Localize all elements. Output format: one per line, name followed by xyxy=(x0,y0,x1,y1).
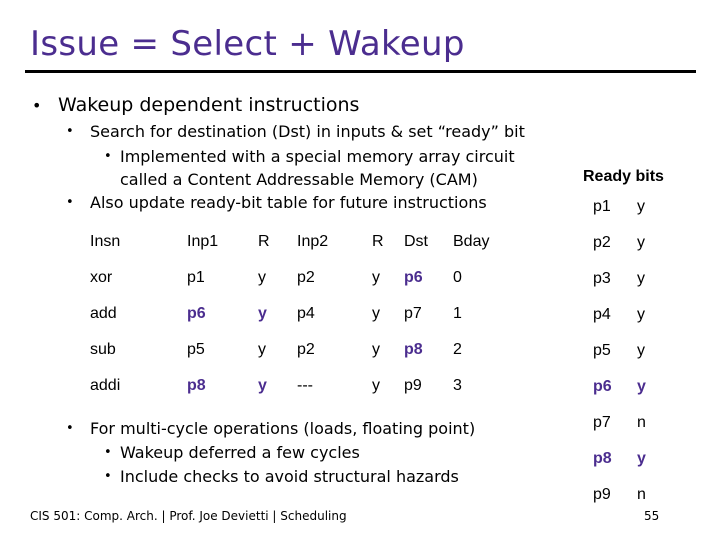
cell-inp1: p8 xyxy=(187,377,206,394)
header-r2: R xyxy=(372,233,384,250)
cell-r2: y xyxy=(372,269,380,286)
cell-bday: 3 xyxy=(453,377,462,394)
ready-reg: p9 xyxy=(593,486,611,503)
bullet-dot-icon: • xyxy=(66,124,74,139)
ready-flag: y xyxy=(637,342,645,359)
sub-bullet-update: Also update ready-bit table for future instructions xyxy=(90,193,487,212)
ready-flag: y xyxy=(637,234,645,251)
table-row xyxy=(76,368,513,404)
header-inp2: Inp2 xyxy=(297,233,329,250)
header-dst: Dst xyxy=(404,233,428,250)
ready-flag: y xyxy=(637,306,645,323)
sub-bullet-hazards: Include checks to avoid structural hazards xyxy=(120,467,459,486)
bullet-main: Wakeup dependent instructions xyxy=(58,94,360,116)
ready-bits-title: Ready bits xyxy=(583,168,664,185)
ready-reg: p1 xyxy=(593,198,611,215)
cell-r2: y xyxy=(372,377,380,394)
ready-bit-row xyxy=(578,189,677,225)
title-underline xyxy=(25,70,696,73)
ready-reg: p6 xyxy=(593,378,612,395)
table-row xyxy=(76,296,513,332)
ready-reg: p3 xyxy=(593,270,611,287)
cell-bday: 0 xyxy=(453,269,462,286)
ready-reg: p8 xyxy=(593,450,612,467)
cell-inp1: p6 xyxy=(187,305,206,322)
ready-reg: p2 xyxy=(593,234,611,251)
bullet-dot-icon: • xyxy=(104,469,112,484)
page-number: 55 xyxy=(644,509,660,523)
cell-r1: y xyxy=(258,269,266,286)
ready-reg: p4 xyxy=(593,306,611,323)
cell-r1: y xyxy=(258,305,267,322)
sub-bullet-deferred: Wakeup deferred a few cycles xyxy=(120,443,360,462)
cell-inp1: p1 xyxy=(187,269,205,286)
bullet-dot-icon: • xyxy=(32,96,42,115)
cell-r2: y xyxy=(372,305,380,322)
cell-dst: p8 xyxy=(404,341,423,358)
ready-bits-table xyxy=(578,189,677,513)
footer-text: CIS 501: Comp. Arch. | Prof. Joe Devietti | Scheduling xyxy=(30,509,347,523)
header-r1: R xyxy=(258,233,270,250)
ready-flag: y xyxy=(637,378,646,395)
ready-bit-row xyxy=(578,333,677,369)
cell-insn: xor xyxy=(90,269,113,286)
ready-flag: y xyxy=(637,270,645,287)
header-inp1: Inp1 xyxy=(187,233,219,250)
cell-dst: p9 xyxy=(404,377,422,394)
cell-insn: addi xyxy=(90,377,121,394)
ready-bit-row xyxy=(578,297,677,333)
ready-flag: y xyxy=(637,198,645,215)
cell-inp2: --- xyxy=(297,377,313,394)
ready-bit-row xyxy=(578,225,677,261)
ready-flag: y xyxy=(637,450,646,467)
ready-flag: n xyxy=(637,486,646,503)
ready-bit-row xyxy=(578,369,677,405)
cell-r1: y xyxy=(258,377,267,394)
sub-bullet-multicycle: For multi-cycle operations (loads, floating point) xyxy=(90,419,476,438)
cell-inp1: p5 xyxy=(187,341,205,358)
cell-inp2: p4 xyxy=(297,305,315,322)
cell-r2: y xyxy=(372,341,380,358)
slide-title: Issue = Select + Wakeup xyxy=(30,24,465,64)
sub-bullet-search: Search for destination (Dst) in inputs & set “ready” bit xyxy=(90,122,525,141)
ready-reg: p7 xyxy=(593,414,611,431)
instruction-table xyxy=(76,224,513,404)
table-header-row xyxy=(76,224,513,260)
cell-inp2: p2 xyxy=(297,269,315,286)
cell-bday: 2 xyxy=(453,341,462,358)
ready-bit-row xyxy=(578,441,677,477)
bullet-dot-icon: • xyxy=(104,149,112,164)
cell-insn: add xyxy=(90,305,117,322)
bullet-dot-icon: • xyxy=(104,445,112,460)
ready-reg: p5 xyxy=(593,342,611,359)
ready-bit-row xyxy=(578,261,677,297)
sub-bullet-cam-line2: called a Content Addressable Memory (CAM) xyxy=(120,170,478,189)
sub-bullet-cam-line1: Implemented with a special memory array circuit xyxy=(120,147,515,166)
bullet-dot-icon: • xyxy=(66,195,74,210)
ready-bit-row xyxy=(578,477,677,513)
cell-dst: p6 xyxy=(404,269,423,286)
cell-bday: 1 xyxy=(453,305,462,322)
bullet-dot-icon: • xyxy=(66,421,74,436)
cell-dst: p7 xyxy=(404,305,422,322)
table-row xyxy=(76,260,513,296)
header-insn: Insn xyxy=(90,233,121,250)
ready-flag: n xyxy=(637,414,646,431)
header-bday: Bday xyxy=(453,233,490,250)
cell-r1: y xyxy=(258,341,266,358)
cell-insn: sub xyxy=(90,341,116,358)
ready-bit-row xyxy=(578,405,677,441)
cell-inp2: p2 xyxy=(297,341,315,358)
table-row xyxy=(76,332,513,368)
